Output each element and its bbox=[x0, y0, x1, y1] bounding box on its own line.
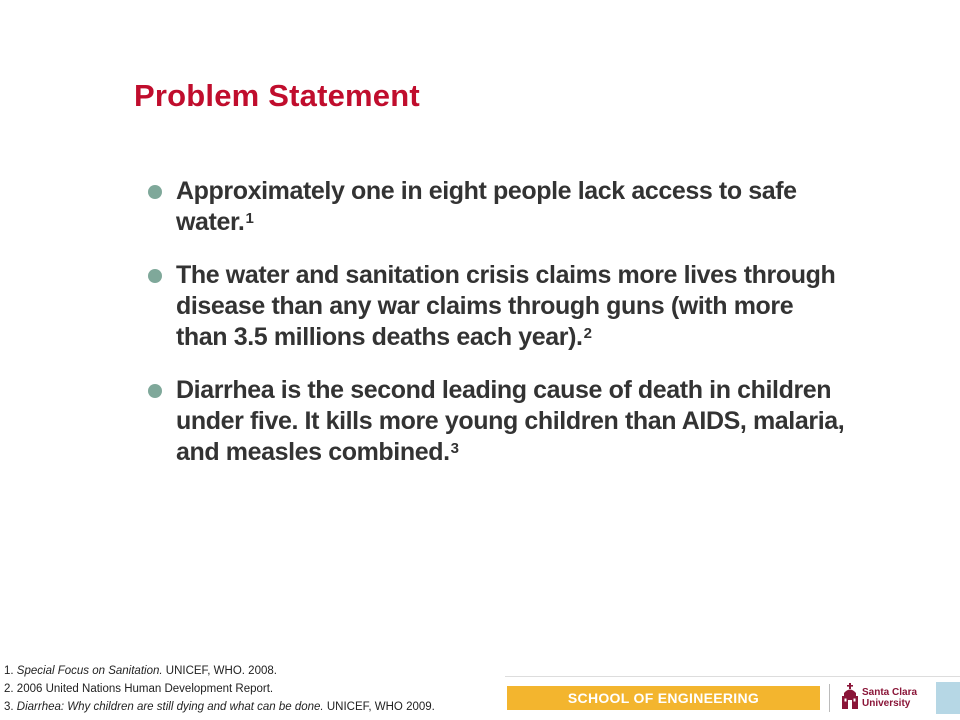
footer-divider bbox=[829, 684, 830, 712]
reference-item bbox=[4, 680, 435, 698]
slide-title: Problem Statement bbox=[134, 78, 420, 113]
bullet-list bbox=[146, 176, 846, 490]
bullet-text: Diarrhea is the second leading cause of death in children under five. It kills more young children than AIDS, malaria, and measles combined. bbox=[176, 376, 845, 466]
reference-item bbox=[4, 662, 435, 680]
reference-title: Special Focus on Sanitation. bbox=[16, 665, 163, 677]
school-banner-text: SCHOOL OF ENGINEERING bbox=[567, 690, 760, 706]
bullet-dot-icon bbox=[148, 269, 162, 283]
bullet-item bbox=[146, 260, 846, 353]
school-banner bbox=[507, 686, 820, 710]
reference-title: Diarrhea: Why children are still dying and what can be done. bbox=[16, 701, 324, 713]
reference-item bbox=[4, 698, 435, 716]
corner-accent-block bbox=[936, 682, 960, 714]
footer-divider-line bbox=[505, 676, 960, 677]
university-name-line2: University bbox=[862, 698, 911, 709]
reference-source: UNICEF, WHO. 2008. bbox=[165, 665, 277, 677]
mission-church-icon bbox=[840, 683, 860, 711]
bullet-dot-icon bbox=[148, 384, 162, 398]
university-logo bbox=[840, 683, 928, 713]
reference-source: 2006 United Nations Human Development Report. bbox=[16, 683, 274, 695]
bullet-dot-icon bbox=[148, 185, 162, 199]
reference-list bbox=[4, 662, 435, 716]
reference-source: UNICEF, WHO 2009. bbox=[326, 701, 435, 713]
bullet-text: Approximately one in eight people lack access to safe water. bbox=[176, 177, 797, 236]
bullet-item bbox=[146, 375, 846, 468]
reference-number: 3. bbox=[4, 701, 14, 713]
university-wordmark bbox=[862, 687, 917, 709]
reference-number: 2. bbox=[4, 683, 14, 695]
bullet-citation: 3 bbox=[450, 440, 459, 457]
university-name-line1: Santa Clara bbox=[862, 687, 918, 698]
bullet-item bbox=[146, 176, 846, 238]
bullet-citation: 1 bbox=[245, 210, 254, 227]
reference-number: 1. bbox=[4, 665, 14, 677]
bullet-citation: 2 bbox=[583, 325, 592, 342]
bullet-text: The water and sanitation crisis claims more lives through disease than any war claims through guns (with more than 3.5 millions deaths each year). bbox=[176, 261, 836, 351]
